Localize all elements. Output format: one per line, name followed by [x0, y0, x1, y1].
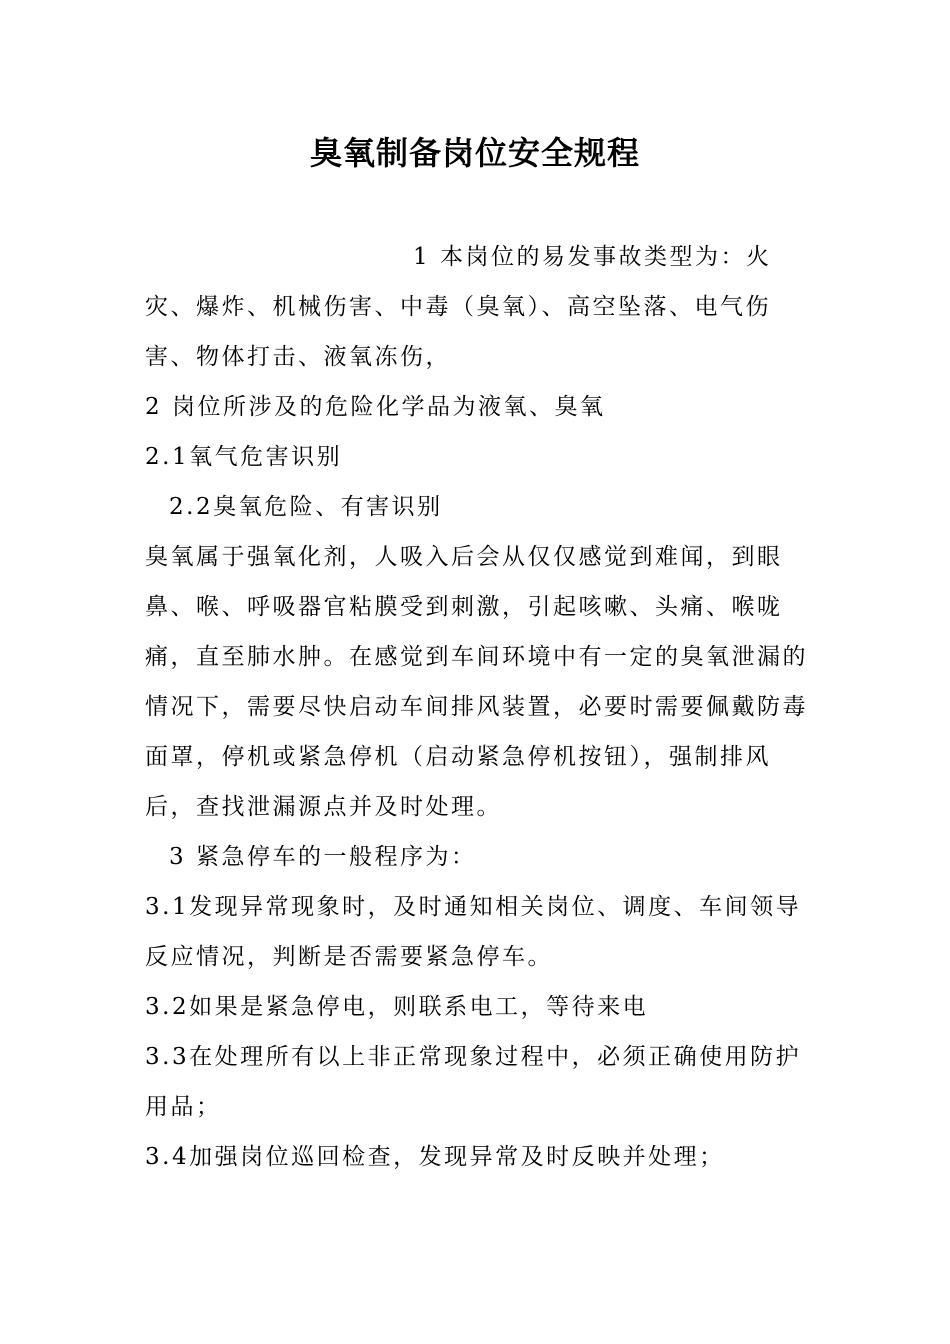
paragraph-hazardous-chemicals: 2 岗位所涉及的危险化学品为液氧、臭氧 — [145, 394, 606, 420]
paragraph-accident-types: 1 本岗位的易发事故类型为：火灾、爆炸、机械伤害、中毒（臭氧）、高空坠落、电气伤害、物体打击、液氧冻伤， — [145, 244, 772, 370]
paragraph-step-3-4: 3.4加强岗位巡回检查，发现异常及时反映并处理； — [145, 1144, 725, 1170]
paragraph-step-3-1: 3.1发现异常现象时，及时通知相关岗位、调度、车间领导反应情况，判断是否需要紧急停车。 — [145, 894, 802, 970]
document-title: 臭氧制备岗位安全规程 — [309, 134, 640, 172]
paragraph-ozone-description: 臭氧属于强氧化剂，人吸入后会从仅仅感觉到难闻，到眼鼻、喉、呼吸器官粘膜受到刺激，引起咳嗽、头痛、喉咙痛，直至肺水肿。在感觉到车间环境中有一定的臭氧泄漏的情况下，需要尽快启动车间排风装置，必要时需要佩戴防毒面罩，停机或紧急停机（启动紧急停机按钮），强制排风后，查找泄漏源点并及时处理。 — [145, 544, 808, 820]
document-body — [145, 232, 810, 1182]
paragraph-emergency-stop-heading: 3 紧急停车的一般程序为： — [169, 844, 477, 870]
paragraph-oxygen-hazard: 2.1氧气危害识别 — [145, 444, 343, 470]
paragraph-ozone-hazard-heading: 2.2臭氧危险、有害识别 — [169, 494, 443, 520]
paragraph-step-3-2: 3.2如果是紧急停电，则联系电工，等待来电 — [145, 994, 649, 1020]
paragraph-step-3-3: 3.3在处理所有以上非正常现象过程中，必须正确使用防护用品； — [145, 1044, 802, 1120]
